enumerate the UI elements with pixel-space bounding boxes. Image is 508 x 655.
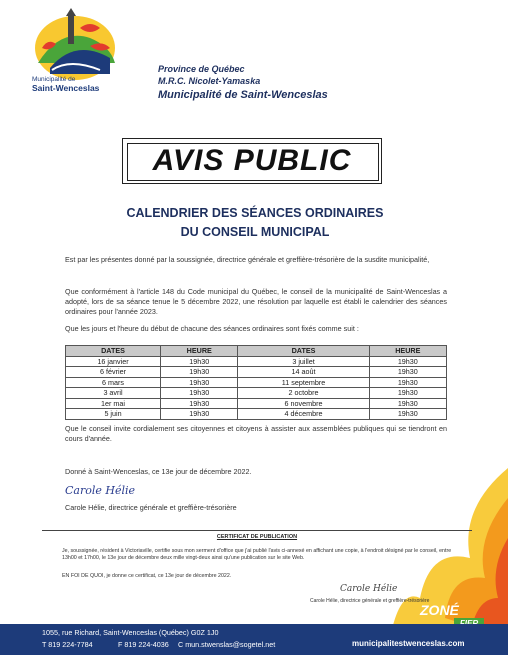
header-municipality: Municipalité de Saint-Wenceslas	[158, 89, 328, 101]
table-cell: 2 octobre	[238, 388, 369, 399]
table-cell: 3 juillet	[238, 356, 369, 367]
table-cell: 1er mai	[66, 398, 161, 409]
table-cell: 14 août	[238, 367, 369, 378]
table-row	[66, 398, 447, 409]
table-cell: 19h30	[161, 356, 238, 367]
column-header: HEURE	[369, 346, 446, 357]
footer-address: 1055, rue Richard, Saint-Wenceslas (Québec) G0Z 1J0	[42, 628, 219, 637]
table-cell: 19h30	[161, 398, 238, 409]
paragraph-invitation: Que le conseil invite cordialement ses citoyennes et citoyens à assister aux assemblées publiques qui se tiendront en cours d'année.	[65, 424, 447, 443]
paragraph-schedule-intro: Que les jours et l'heure du début de chacune des séances ordinaires sont fixés comme suit :	[65, 324, 359, 333]
certificate-divider	[42, 530, 472, 531]
table-cell: 6 novembre	[238, 398, 369, 409]
table-cell: 19h30	[161, 409, 238, 420]
table-cell: 16 janvier	[66, 356, 161, 367]
document-heading-line2: DU CONSEIL MUNICIPAL	[180, 225, 330, 239]
signature-caption: Carole Hélie, directrice générale et greffière-trésorière	[65, 503, 237, 512]
table-row	[66, 388, 447, 399]
header-mrc: M.R.C. Nicolet-Yamaska	[158, 76, 261, 86]
logo-caption-line2: Saint-Wenceslas	[32, 83, 100, 93]
notice-title: AVIS PUBLIC	[152, 144, 352, 177]
table-cell: 11 septembre	[238, 377, 369, 388]
table-row	[66, 377, 447, 388]
table-cell: 19h30	[369, 377, 446, 388]
table-cell: 5 juin	[66, 409, 161, 420]
certificate-statement: Je, soussignée, résident à Victoriaville, certifie sous mon serment d'office que j'ai publié l'avis ci-annexé en affichant une copie, à l'endroit désigné par le conseil, entre 13h00 et 17h00, le 13e jour de décembre deux mille vingt-deux ainsi qu'une publication sur le site Web.	[62, 548, 452, 561]
column-header: DATES	[238, 346, 369, 357]
certificate-signature-caption: Carole Hélie, directrice générale et greffière-trésorière	[310, 598, 430, 604]
table-cell: 19h30	[369, 367, 446, 378]
certificate-title: CERTIFICAT DE PUBLICATION	[216, 534, 298, 540]
table-header-row	[66, 346, 447, 357]
paragraph-resolution: Que conformément à l'article 148 du Code municipal du Québec, le conseil de la municipalité de Saint-Wenceslas a adopté, lors de sa séance tenue le 5 décembre 2022, une résolution par laquelle est établi le calendrier des séances ordinaires pour l'année 2023.	[65, 287, 447, 316]
table-cell: 19h30	[161, 388, 238, 399]
table-cell: 19h30	[161, 377, 238, 388]
zone-badge-text: ZONÉ	[420, 602, 459, 618]
footer-phone: T 819 224-7784	[42, 640, 93, 649]
paragraph-intro: Est par les présentes donné par la soussignée, directrice générale et greffière-trésorière de la susdite municipalité,	[65, 255, 430, 264]
paragraph-given-date: Donné à Saint-Wenceslas, ce 13e jour de décembre 2022.	[65, 467, 252, 476]
footer-email: C mun.stwenslas@sogetel.net	[178, 640, 276, 649]
table-cell: 3 avril	[66, 388, 161, 399]
table-cell: 19h30	[369, 388, 446, 399]
meeting-schedule-table	[65, 345, 447, 420]
table-cell: 19h30	[369, 398, 446, 409]
table-row	[66, 356, 447, 367]
header-province: Province de Québec	[158, 64, 245, 74]
table-cell: 19h30	[369, 356, 446, 367]
table-cell: 19h30	[369, 409, 446, 420]
document-heading-line1: CALENDRIER DES SÉANCES ORDINAIRES	[126, 206, 384, 220]
table-row	[66, 367, 447, 378]
logo-caption	[32, 76, 112, 92]
table-cell: 6 mars	[66, 377, 161, 388]
certificate-attestation: EN FOI DE QUOI, je donne ce certificat, ce 13e jour de décembre 2022.	[62, 573, 232, 579]
handwritten-signature: Carole Hélie	[65, 484, 136, 497]
column-header: HEURE	[161, 346, 238, 357]
table-row	[66, 409, 447, 420]
table-cell: 6 février	[66, 367, 161, 378]
certificate-signature: Carole Hélie	[340, 584, 398, 594]
footer-website-link[interactable]: municipalitestwenceslas.com	[352, 639, 465, 648]
table-cell: 19h30	[161, 367, 238, 378]
footer-fax: F 819 224-4036	[118, 640, 169, 649]
logo-caption-line1: Municipalité de	[32, 76, 76, 83]
column-header: DATES	[66, 346, 161, 357]
table-cell: 4 décembre	[238, 409, 369, 420]
